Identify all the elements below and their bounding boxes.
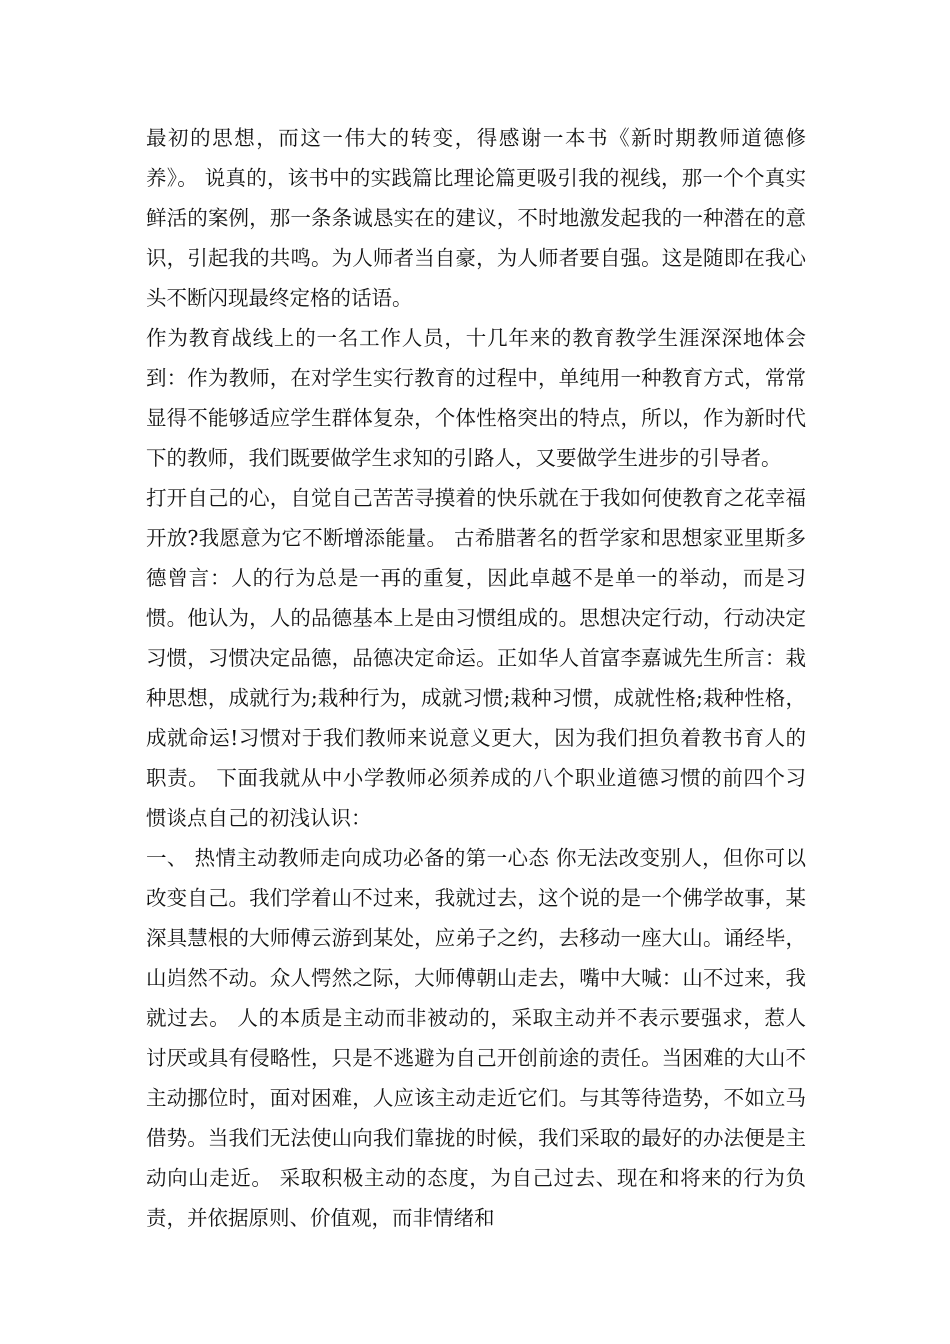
paragraph: 作为教育战线上的一名工作人员，十几年来的教育教学生涯深深地体会到：作为教师，在对学生实行教育的过程中，单纯用一种教育方式，常常显得不能够适应学生群体复杂，个体性格突出的特点，所以，作为新时代下的教师，我们既要做学生求知的引路人，又要做学生进步的引导者。 — [146, 326, 806, 470]
paragraph: 最初的思想，而这一伟大的转变，得感谢一本书《新时期教师道德修养》。 说真的，该书中的实践篇比理论篇更吸引我的视线，那一个个真实鲜活的案例，那一条条诚恳实在的建议，不时地激发起我的一种潜在的意识，引起我的共鸣。为人师者当自豪，为人师者要自强。这是随即在我心头不断闪现最终定格的话语。 — [146, 126, 806, 310]
document-page — [146, 118, 806, 1238]
paragraph: 打开自己的心，自觉自己苦苦寻摸着的快乐就在于我如何使教育之花幸福开放?我愿意为它不断增添能量。 古希腊著名的哲学家和思想家亚里斯多德曾言：人的行为总是一再的重复，因此卓越不是单一的举动，而是习惯。他认为，人的品德基本上是由习惯组成的。思想决定行动，行动决定习惯，习惯决定品德，品德决定命运。正如华人首富李嘉诚先生所言：栽种思想，成就行为;栽种行为，成就习惯;栽种习惯，成就性格;栽种性格，成就命运!习惯对于我们教师来说意义更大，因为我们担负着教书育人的职责。 下面我就从中小学教师必须养成的八个职业道德习惯的前四个习惯谈点自己的初浅认识： — [146, 486, 806, 830]
paragraph: 一、 热情主动教师走向成功必备的第一心态 你无法改变别人，但你可以改变自己。我们学着山不过来，我就过去，这个说的是一个佛学故事，某深具慧根的大师傅云游到某处，应弟子之约，去移动一座大山。诵经毕，山岿然不动。众人愕然之际，大师傅朝山走去，嘴中大喊：山不过来，我就过去。 人的本质是主动而非被动的，采取主动并不表示要强求，惹人讨厌或具有侵略性，只是不逃避为自己开创前途的责任。当困难的大山不主动挪位时，面对困难，人应该主动走近它们。与其等待造势，不如立马借势。当我们无法使山向我们靠拢的时候，我们采取的最好的办法便是主动向山走近。 采取积极主动的态度，为自己过去、现在和将来的行为负责，并依据原则、价值观，而非情绪和 — [146, 846, 806, 1230]
